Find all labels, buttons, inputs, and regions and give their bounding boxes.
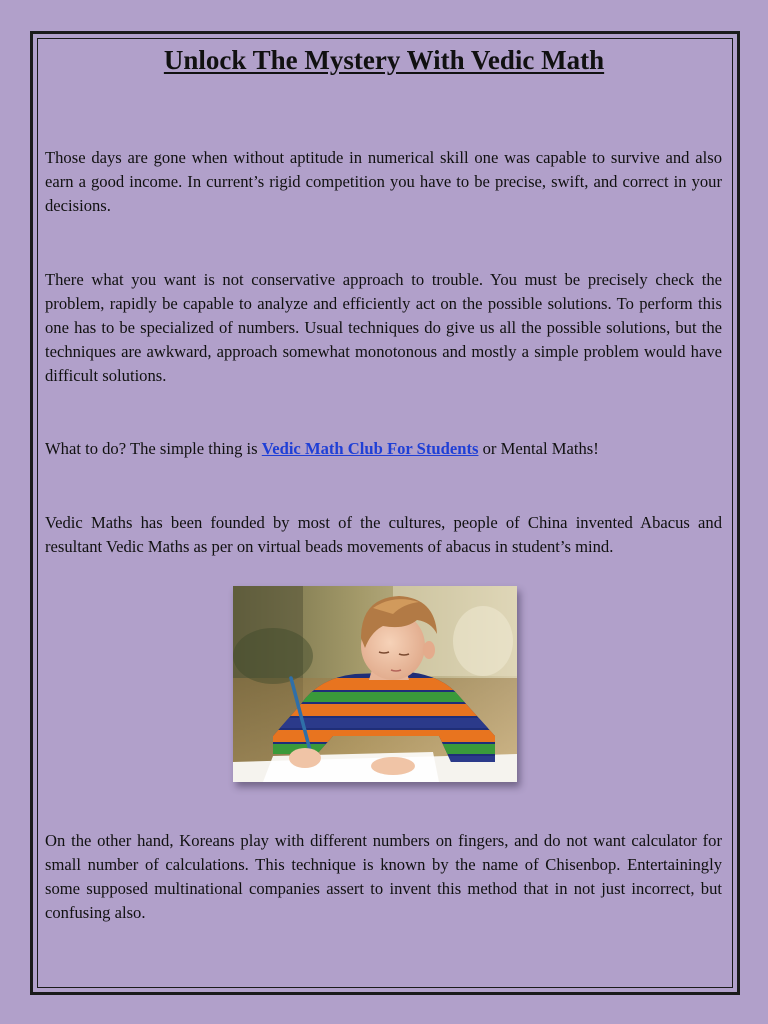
mental-maths-text: or Mental Maths! (478, 439, 599, 458)
paragraph-approach: There what you want is not conservative approach to trouble. You must be precisely check the problem, rapidly be capable to analyze and efficiently act on the possible solutions. To perform this one has to be specialized of numbers. Usual techniques do give us all the possible solutions, but the techniques are awkward, approach somewhat monotonous and mostly a simple problem would have difficult solutions. (45, 270, 722, 385)
document-title: Unlock The Mystery With Vedic Math (163, 45, 605, 75)
what-to-do-text: What to do? The simple thing is (45, 439, 262, 458)
paragraph-history: Vedic Maths has been founded by most of the cultures, people of China invented Abacus and resultant Vedic Maths as per on virtual beads movements of abacus in student’s mind. (45, 513, 722, 556)
boy-writing-photo (233, 586, 517, 782)
paragraph-chisenbop: On the other hand, Koreans play with different numbers on fingers, and do not want calculator for small number of calculations. This technique is known by the name of Chisenbop. Entertainingly some supposed multinational companies assert to invent this method that in not just incorrect, but confusing also. (45, 831, 722, 922)
paragraph-what-to-do (45, 437, 722, 461)
vedic-math-club-link[interactable]: Vedic Math Club For Students (261, 439, 479, 458)
paragraph-intro: Those days are gone when without aptitude in numerical skill one was capable to survive and also earn a good income. In current’s rigid competition you have to be precise, swift, and correct in your decisions. (45, 148, 722, 215)
